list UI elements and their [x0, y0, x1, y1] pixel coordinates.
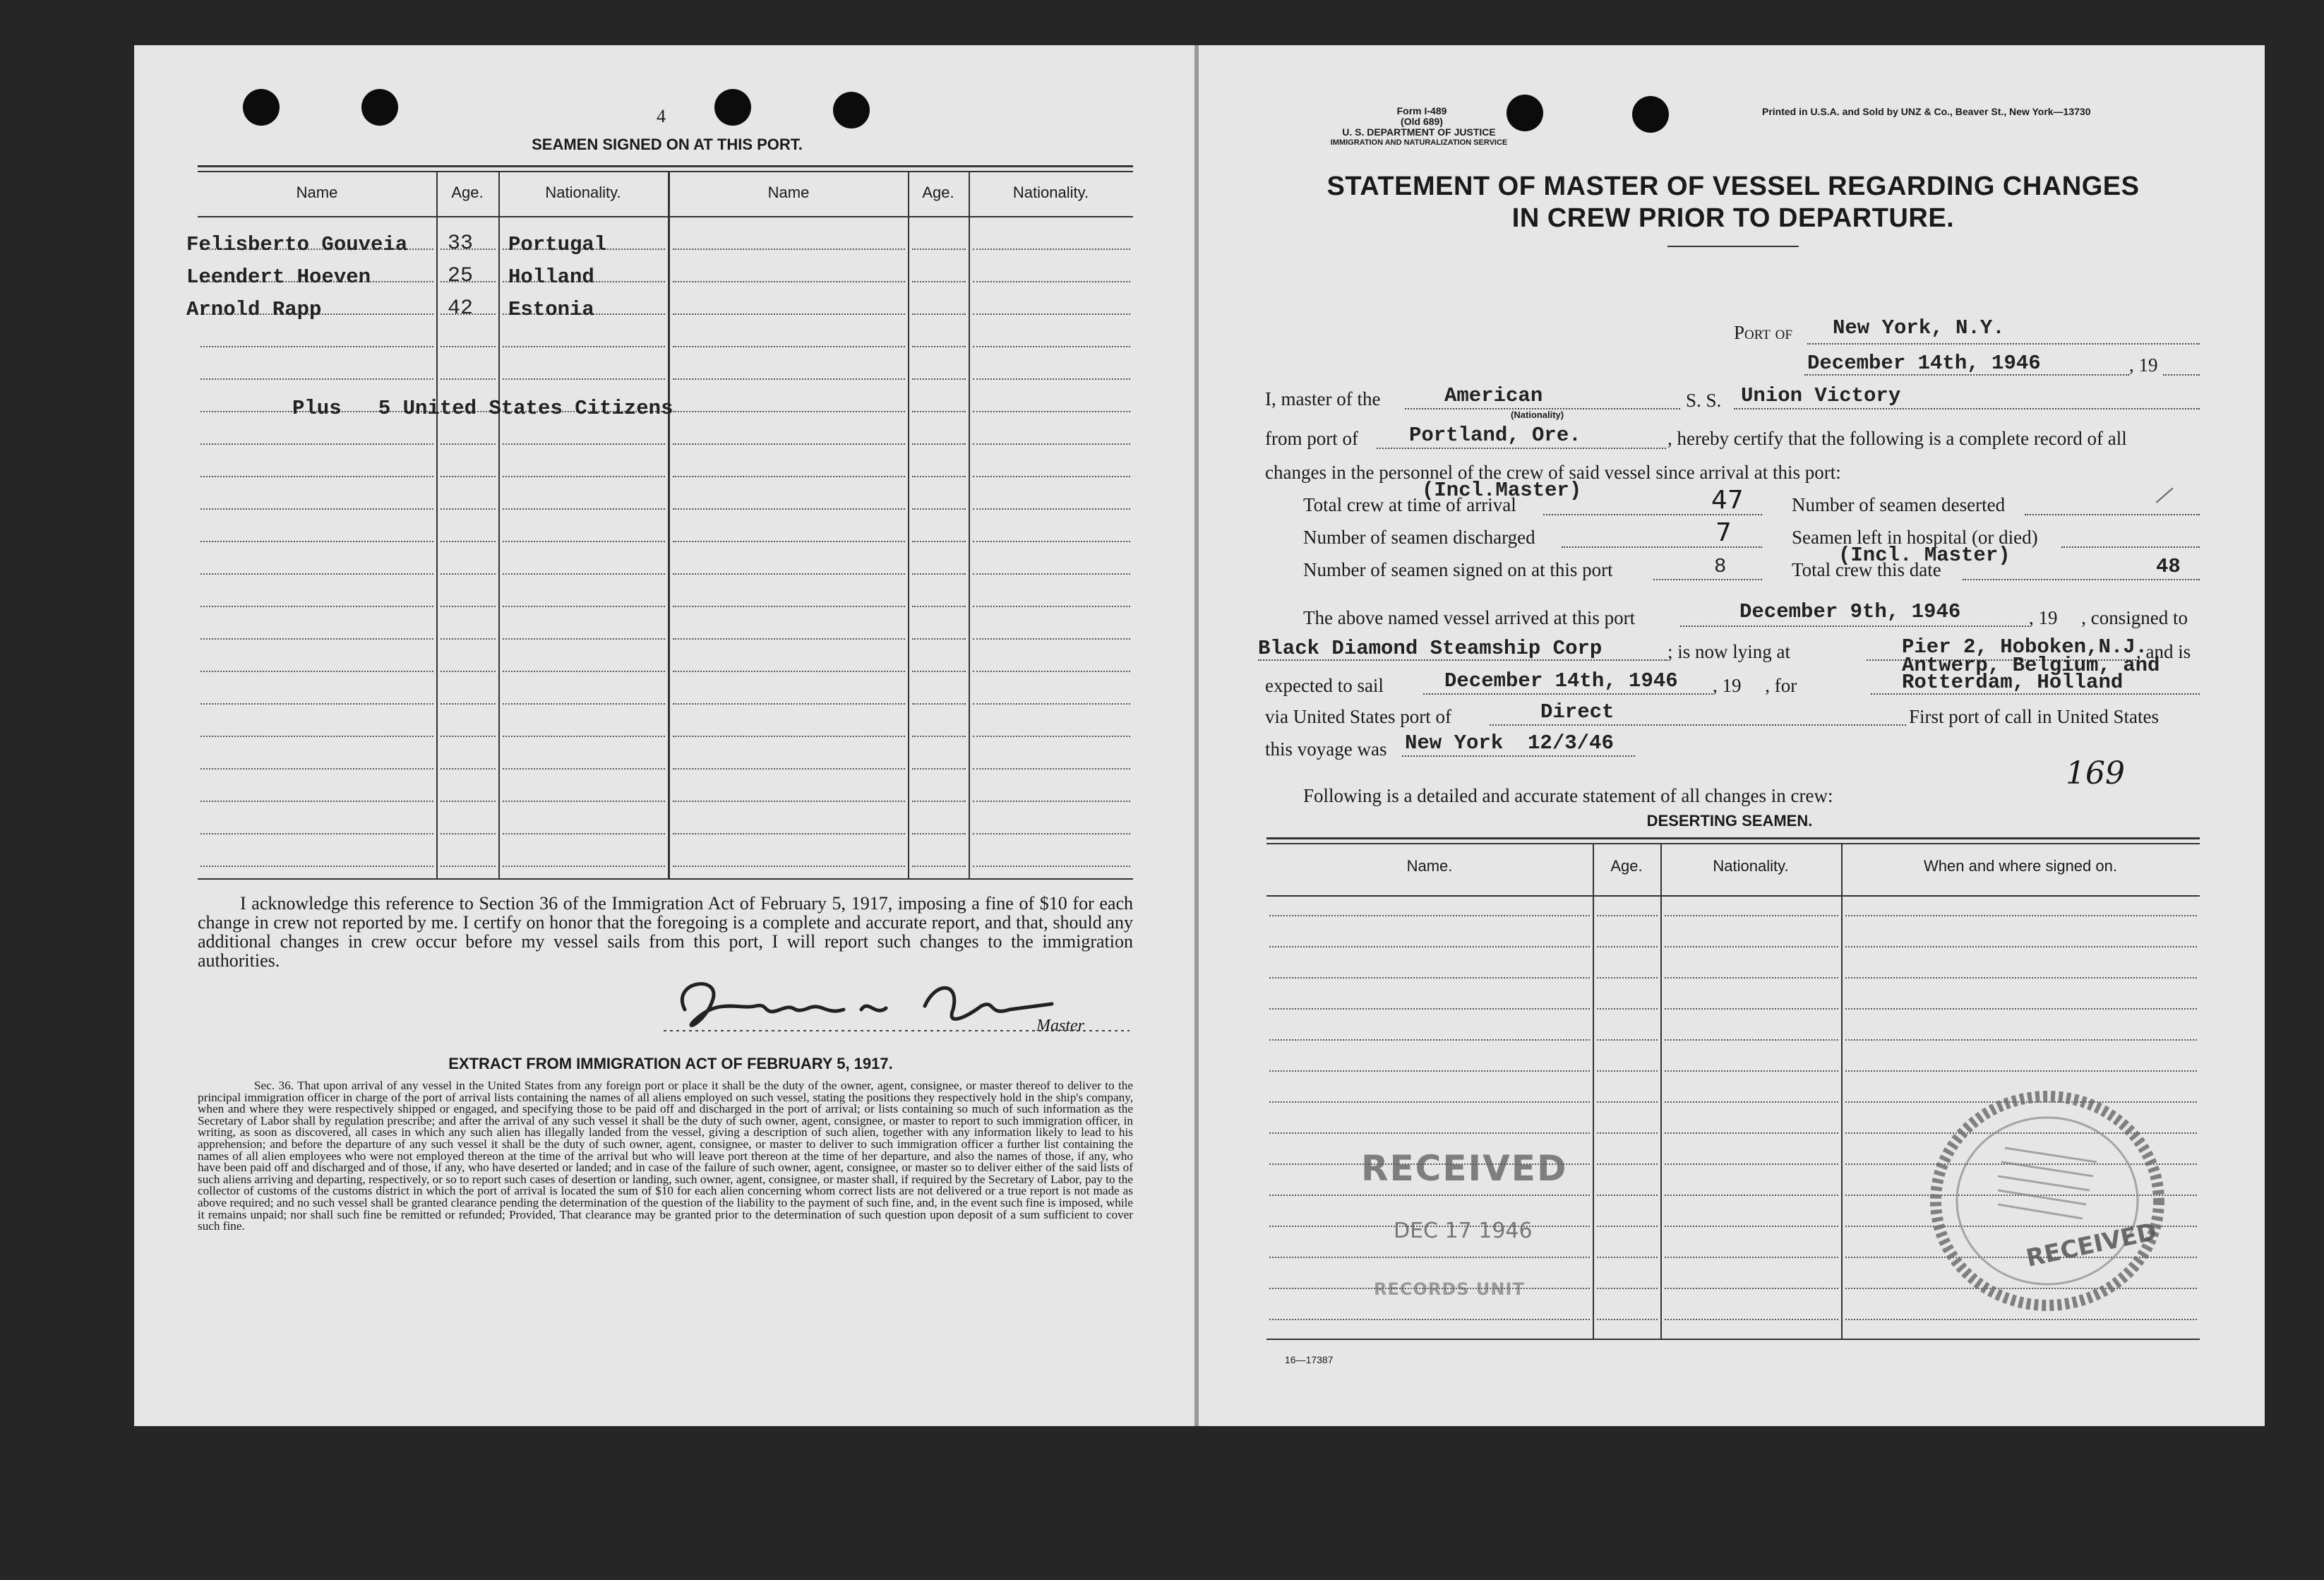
ruled-line [200, 638, 433, 640]
ruled-line [1665, 1195, 1838, 1196]
signed-on-value: 8 [1714, 555, 1727, 578]
ship-name: Union Victory [1741, 384, 1901, 407]
ruled-line [912, 671, 966, 672]
ruled-line [1269, 1008, 1590, 1010]
seaman-age: 25 [448, 264, 474, 288]
ruled-line [503, 508, 665, 510]
nationality-value: American [1444, 384, 1543, 407]
column-header-name: Name. [1406, 857, 1453, 875]
ruled-line [1269, 1257, 1590, 1258]
total-crew-arrival-value: 47 [1711, 486, 1744, 515]
ruled-line [1665, 1101, 1838, 1103]
ruled-line [912, 476, 966, 477]
ruled-line [973, 703, 1130, 705]
records-unit-stamp: RECORDS UNIT [1374, 1279, 1525, 1299]
ruled-line [1665, 1070, 1838, 1072]
column-header-name: Name [296, 184, 338, 201]
ruled-line [973, 378, 1130, 380]
page-number: 4 [657, 106, 666, 126]
ruled-line [673, 249, 905, 250]
ruled-line [973, 508, 1130, 510]
ruled-line [673, 866, 905, 867]
ruled-line [1845, 1319, 2197, 1320]
ruled-line [912, 573, 966, 575]
ruled-line [1597, 1226, 1658, 1227]
total-crew-arrival-label: Total crew at time of arrival [1303, 494, 1516, 515]
date-suffix: , 19 [2129, 354, 2158, 376]
seaman-nationality: Estonia [508, 298, 594, 321]
ruled-line [1269, 1101, 1590, 1103]
punch-hole [1507, 95, 1543, 131]
column-header-age: Age. [922, 184, 954, 201]
ruled-line [200, 801, 433, 802]
port-label: Port of [1734, 322, 1792, 343]
ruled-line [973, 801, 1130, 802]
voyage-label: this voyage was [1265, 738, 1387, 760]
ruled-line [1269, 946, 1590, 947]
ruled-line [1597, 1070, 1658, 1072]
ss-label: S. S. [1686, 390, 1722, 411]
ruled-line [973, 346, 1130, 347]
consignee: Black Diamond Steamship Corp [1258, 637, 1603, 660]
title-line: IN CREW PRIOR TO DEPARTURE. [1511, 203, 1955, 233]
ruled-line [973, 541, 1130, 542]
master-label: Master [1036, 1017, 1084, 1035]
following-text: Following is a detailed and accurate statement of all changes in crew: [1303, 785, 1833, 806]
ruled-line [1597, 1257, 1658, 1258]
column-header-nationality: Nationality. [1012, 184, 1089, 201]
ruled-line [673, 638, 905, 640]
ruled-line [673, 671, 905, 672]
total-crew-date-label: Total crew this date [1792, 559, 1941, 580]
sail-date: December 14th, 1946 [1444, 669, 1678, 693]
ruled-line [1665, 977, 1838, 978]
ruled-line [673, 833, 905, 834]
port-value: New York, N.Y. [1833, 316, 2005, 340]
ruled-line [973, 638, 1130, 640]
ruled-line [912, 411, 966, 412]
via-port: Direct [1540, 700, 1615, 724]
signed-on-label: Number of seamen signed on at this port [1303, 559, 1613, 580]
ruled-line [1269, 1070, 1590, 1072]
ruled-line [673, 736, 905, 737]
ruled-line [973, 833, 1130, 834]
ruled-line [673, 703, 905, 705]
ruled-line [973, 281, 1130, 282]
date-value: December 14th, 1946 [1807, 352, 2041, 375]
page-fold [1194, 45, 1199, 1426]
ruled-line [441, 541, 496, 542]
ruled-line [1597, 915, 1658, 916]
ruled-line [1665, 1132, 1838, 1134]
deserted-label: Number of seamen deserted [1792, 494, 2006, 515]
column-header-nationality: Nationality. [545, 184, 621, 201]
for-label: , 19 , for [1713, 675, 1797, 696]
ruled-line [200, 378, 433, 380]
ruled-line [973, 573, 1130, 575]
received-stamp: RECEIVED [1361, 1148, 1568, 1189]
ruled-line [503, 866, 665, 867]
form-number: 16—17387 [1285, 1354, 1334, 1365]
punch-hole [833, 92, 870, 128]
ruled-line [441, 768, 496, 770]
ruled-line [673, 508, 905, 510]
department-name: U. S. DEPARTMENT OF JUSTICE [1342, 126, 1496, 138]
ruled-line [1597, 946, 1658, 947]
ruled-line [503, 541, 665, 542]
ruled-line [912, 508, 966, 510]
ruled-line [200, 476, 433, 477]
ruled-line [441, 443, 496, 445]
ruled-line [441, 866, 496, 867]
ruled-line [973, 866, 1130, 867]
arrived-label: The above named vessel arrived at this port [1303, 607, 1636, 628]
ruled-line [1665, 1288, 1838, 1289]
ruled-line [441, 378, 496, 380]
printer-note: Printed in U.S.A. and Sold by UNZ & Co., Beaver St., New York—13730 [1762, 106, 2091, 117]
ruled-line [503, 671, 665, 672]
ruled-line [912, 249, 966, 250]
form-header [1365, 106, 1478, 127]
column-header-nationality: Nationality. [1713, 857, 1789, 875]
ruled-line [200, 703, 433, 705]
punch-hole [361, 89, 398, 126]
ruled-line [1269, 915, 1590, 916]
ruled-line [1665, 946, 1838, 947]
service-name: IMMIGRATION AND NATURALIZATION SERVICE [1330, 138, 1508, 147]
ruled-line [912, 606, 966, 607]
form-title [1264, 171, 2203, 234]
discharged-value: 7 [1715, 518, 1732, 547]
ruled-line [912, 346, 966, 347]
ruled-line [200, 346, 433, 347]
ruled-line [200, 736, 433, 737]
round-seal-stamp [1920, 1084, 2174, 1317]
ruled-line [973, 313, 1130, 315]
ruled-line [441, 346, 496, 347]
ruled-line [973, 411, 1130, 412]
ruled-line [912, 541, 966, 542]
ruled-line [503, 638, 665, 640]
form-id: Form I-489 [1396, 105, 1447, 116]
from-port-value: Portland, Ore. [1409, 424, 1581, 447]
ruled-line [673, 573, 905, 575]
ruled-line [200, 866, 433, 867]
destination-line: Rotterdam, Holland [1902, 671, 2124, 694]
ruled-line [673, 801, 905, 802]
ruled-line [912, 378, 966, 380]
ruled-line [200, 606, 433, 607]
ruled-line [1845, 946, 2197, 947]
ruled-line [912, 281, 966, 282]
ruled-line [200, 443, 433, 445]
ruled-line [1269, 1132, 1590, 1134]
first-port-label: First port of call in United States [1909, 706, 2159, 727]
column-header-age: Age. [451, 184, 484, 201]
ruled-line [912, 736, 966, 737]
ruled-line [503, 606, 665, 607]
ruled-line [441, 801, 496, 802]
ruled-line [200, 768, 433, 770]
punch-hole [714, 89, 751, 126]
ruled-line [673, 443, 905, 445]
round-stamp-text: RECEIVED [2023, 1217, 2160, 1273]
ruled-line [1845, 1039, 2197, 1041]
consigned-label: , 19 , consigned to [2029, 607, 2188, 628]
incl-master-note: (Incl. Master) [1838, 544, 2011, 567]
ruled-line [973, 249, 1130, 250]
ruled-line [1665, 1008, 1838, 1010]
deserted-value: / [2152, 478, 2177, 513]
ruled-line [673, 313, 905, 315]
certify-text: , hereby certify that the following is a complete record of all [1667, 428, 2127, 449]
ruled-line [1269, 977, 1590, 978]
ruled-line [1597, 1319, 1658, 1320]
ruled-line [912, 443, 966, 445]
ruled-line [1665, 1163, 1838, 1165]
from-port-label: from port of [1265, 428, 1358, 449]
hospital-label: Seamen left in hospital (or died) [1792, 527, 2038, 548]
ruled-line [973, 443, 1130, 445]
arrived-date: December 9th, 1946 [1739, 600, 1961, 623]
ruled-line [503, 801, 665, 802]
ruled-line [441, 476, 496, 477]
ruled-line [503, 573, 665, 575]
extract-text: Sec. 36. That upon arrival of any vessel in the United States from any foreign port or place it shall be the duty of the owner, agent, consignee, or master thereof to deliver to the principal immigration officer in charge of the port of arrival lists containing the names of all aliens employed on such vessel, stating the positions they respectively hold in the ship's company, when and where they were respectively shipped or engaged, and specifying those to be paid off and discharged in the port of arrival; or lists containing so much of such information as the Secretary of Labor shall by regulation prescribe; and after the arrival of any such vessel it shall be the duty of such owner, agent, consignee, or master to report to such immigration officer, in writing, as soon as discovered, all cases in which any such alien has illegally landed from the vessel, giving a description of such alien, together with any information likely to lead to his apprehension; and before the departure of any such vessel it shall be the duty of such owner, agent, consignee, or master to deliver to such immigration officer a further list containing the names of all alien employees who were not employed thereon at the time of the arrival but who will leave port thereon at the time of her departure, and also the names of those, if any, who have been paid off and discharged and of those, if any, who have deserted or landed; and in case of the failure of such owner, agent, consignee, or master so to deliver either of the said lists of such aliens arriving and departing, respectively, or so to report such cases of desertion or landing, such owner, agent, consignee, or master shall, if required by the Secretary of Labor, pay to the collector of customs of the customs district in which the port of arrival is located the sum of $10 for each alien concerning whom correct lists are not delivered or a true report is not made as above required; and no such vessel shall be granted clearance pending the determination of the question of the liability to the payment of such fine, and, in the event such fine is imposed, while it remains unpaid; nor shall such fine be remitted or refunded; Provided, That clearance may be granted prior to the determination of such question upon deposit of a sum sufficient to cover such fine. [198, 1079, 1133, 1233]
via-label: via United States port of [1265, 706, 1451, 727]
ruled-line [1845, 1070, 2197, 1072]
destination-line: Antwerp, Belgium, and [1902, 654, 2160, 677]
nationality-caption: (Nationality) [1511, 409, 1564, 420]
ruled-line [912, 638, 966, 640]
ruled-line [1845, 915, 2197, 916]
ruled-line [973, 671, 1130, 672]
ruled-line [673, 476, 905, 477]
voyage-value: New York 12/3/46 [1405, 731, 1614, 755]
ruled-line [1597, 1132, 1658, 1134]
expected-label: expected to sail [1265, 675, 1384, 696]
ruled-line [441, 833, 496, 834]
lying-at: Pier 2, Hoboken,N.J. [1902, 635, 2148, 659]
seaman-age: 42 [448, 297, 474, 321]
lying-label: ; is now lying at [1667, 641, 1790, 662]
ruled-line [503, 768, 665, 770]
discharged-label: Number of seamen discharged [1303, 527, 1535, 548]
ruled-line [441, 573, 496, 575]
ruled-line [1597, 977, 1658, 978]
received-date-stamp: DEC 17 1946 [1394, 1219, 1533, 1243]
ruled-line [973, 606, 1130, 607]
master-of-label: I, master of the [1265, 388, 1381, 409]
ruled-line [912, 801, 966, 802]
seaman-nationality: Holland [508, 265, 594, 289]
ruled-line [1665, 1257, 1838, 1258]
title-underline [1667, 246, 1799, 247]
ruled-line [503, 443, 665, 445]
ruled-line [912, 313, 966, 315]
ruled-line [973, 476, 1130, 477]
ruled-line [200, 541, 433, 542]
ruled-line [1597, 1195, 1658, 1196]
ruled-line [441, 638, 496, 640]
ruled-line [503, 703, 665, 705]
ruled-line [1269, 1195, 1590, 1196]
ruled-line [673, 541, 905, 542]
ruled-line [1597, 1039, 1658, 1041]
acknowledgement-text: I acknowledge this reference to Section 36 of the Immigration Act of February 5, 1917, imposing a fine of $10 for each change in crew not reported by me. I certify on honor that the foregoing is a complete and accurate report, and that, should any additional changes in crew occur before my vessel sails from this port, I will report such changes to the immigration authorities. [198, 893, 1133, 971]
ruled-line [973, 736, 1130, 737]
ruled-line [1597, 1101, 1658, 1103]
plus-citizens-note: Plus 5 United States Citizens [292, 397, 673, 420]
deserting-heading: DESERTING SEAMEN. [1646, 812, 1813, 830]
total-crew-date-value: 48 [2156, 555, 2181, 578]
punch-hole [1632, 96, 1669, 133]
ruled-line [1665, 1039, 1838, 1041]
ruled-line [973, 768, 1130, 770]
department-header [1264, 127, 1574, 148]
ruled-line [441, 508, 496, 510]
ruled-line [441, 703, 496, 705]
ruled-line [1665, 1319, 1838, 1320]
ruled-line [1269, 1039, 1590, 1041]
handwritten-number: 169 [2066, 755, 2125, 791]
column-header-signed-on: When and where signed on. [1924, 857, 2117, 875]
incl-master-note: (Incl.Master) [1422, 479, 1582, 502]
ruled-line [673, 768, 905, 770]
ruled-line [503, 833, 665, 834]
ruled-line [1597, 1288, 1658, 1289]
form-old: (Old 689) [1401, 116, 1443, 127]
ruled-line [441, 736, 496, 737]
ruled-line [200, 508, 433, 510]
ruled-line [503, 378, 665, 380]
ruled-line [912, 866, 966, 867]
seaman-name: Felisberto Gouveia [186, 233, 408, 256]
ruled-line [441, 671, 496, 672]
ruled-line [200, 671, 433, 672]
ruled-line [673, 378, 905, 380]
changes-text: changes in the personnel of the crew of said vessel since arrival at this port: [1265, 462, 1841, 483]
ruled-line [912, 703, 966, 705]
seaman-age: 33 [448, 232, 474, 256]
ruled-line [200, 833, 433, 834]
ruled-line [912, 768, 966, 770]
ruled-line [912, 833, 966, 834]
ruled-line [1597, 1008, 1658, 1010]
ruled-line [673, 606, 905, 607]
extract-title: EXTRACT FROM IMMIGRATION ACT OF FEBRUARY 5, 1917. [448, 1055, 893, 1072]
signed-on-heading: SEAMEN SIGNED ON AT THIS PORT. [532, 136, 803, 153]
ruled-line [503, 346, 665, 347]
ruled-line [673, 411, 905, 412]
ruled-line [1845, 1008, 2197, 1010]
ruled-line [1665, 915, 1838, 916]
ruled-line [1269, 1319, 1590, 1320]
ruled-line [503, 476, 665, 477]
seaman-nationality: Portugal [508, 233, 607, 256]
punch-hole [243, 89, 280, 126]
column-header-age: Age. [1610, 857, 1643, 875]
ruled-line [200, 573, 433, 575]
and-is: , and is [2136, 641, 2191, 662]
title-line: STATEMENT OF MASTER OF VESSEL REGARDING CHANGES [1326, 172, 2140, 201]
seaman-name: Arnold Rapp [186, 298, 322, 321]
ruled-line [673, 281, 905, 282]
ruled-line [503, 736, 665, 737]
seaman-name: Leendert Hoeven [186, 265, 371, 289]
ruled-line [673, 346, 905, 347]
ruled-line [1845, 977, 2197, 978]
ruled-line [1597, 1163, 1658, 1165]
ruled-line [1665, 1226, 1838, 1227]
column-header-name: Name [767, 184, 810, 201]
ruled-line [441, 606, 496, 607]
